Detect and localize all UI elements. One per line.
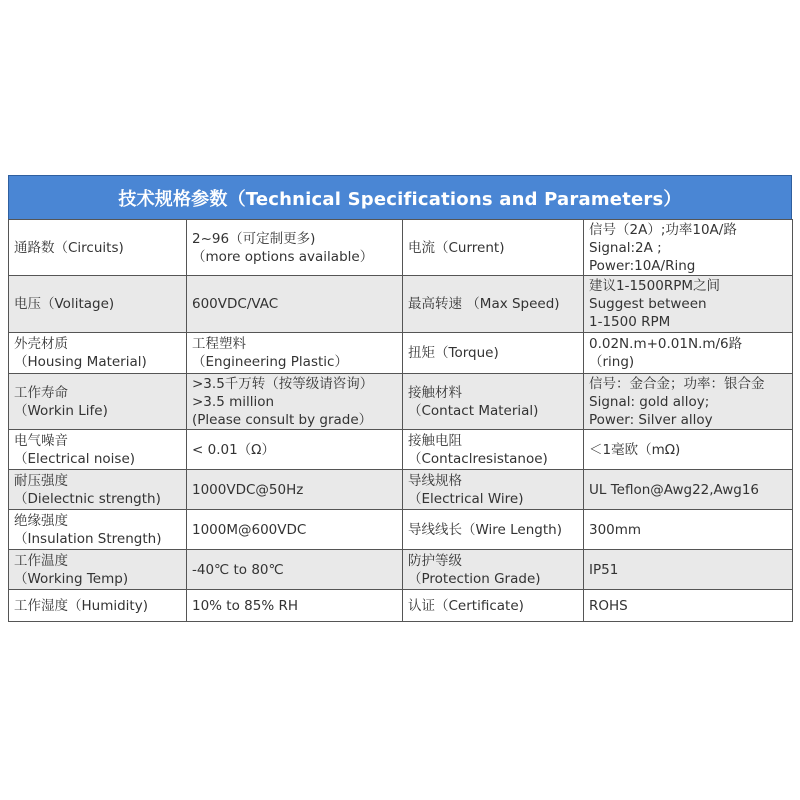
parameter-value-line: Signal: gold alloy; [589,393,710,410]
parameter-value-line: -40℃ to 80℃ [192,561,284,578]
parameter-name-cell [403,430,584,470]
parameter-value-cell [187,550,403,590]
parameter-value-line: ＜1毫欧（mΩ) [589,441,681,458]
table-row [9,220,793,276]
parameter-value-line: 信号（2A）;功率10A/路 [589,221,737,238]
parameter-value-line: (Please consult by grade） [192,411,373,428]
parameter-value-cell [187,470,403,510]
parameter-value-line: ROHS [589,597,628,614]
parameter-value-cell [584,374,793,430]
parameter-name-line: （Contact Material) [408,402,539,419]
parameter-value-cell [584,276,793,333]
parameter-name-cell [9,374,187,430]
parameter-name-line: （Electrical noise) [14,450,136,467]
parameter-value-line: >3.5 million [192,393,275,410]
parameter-name-cell [403,590,584,622]
parameter-name-line: 电压（Volitage) [14,296,115,312]
table-row [9,276,793,333]
parameter-value-line: 300mm [589,521,642,538]
parameter-name-line: （Contaclresistanoe) [408,450,548,467]
parameter-value-cell [187,333,403,374]
parameter-value-line: Power: Silver alloy [589,411,713,428]
parameter-value-line: （Engineering Plastic） [192,354,348,370]
parameter-name-cell [403,550,584,590]
parameter-value-line: >3.5千万转（按等级请咨询） [192,375,374,392]
spec-table-container [8,175,792,622]
parameter-name-line: 工作寿命 [14,384,68,401]
table-row [9,374,793,430]
parameter-name-cell [9,220,187,276]
parameter-value-line: 信号：金合金；功率：银合金 [589,375,765,392]
parameter-value-cell [584,590,793,622]
parameter-value-cell [187,430,403,470]
parameter-name-line: 防护等级 [408,552,462,569]
parameter-value-cell [584,333,793,374]
parameter-value-line: Power:10A/Ring [589,257,696,274]
parameter-name-line: （Housing Material) [14,354,147,370]
parameter-name-line: （Insulation Strength) [14,530,162,547]
parameter-name-line: （Protection Grade) [408,570,541,587]
parameter-name-cell [9,430,187,470]
parameter-value-cell [584,220,793,276]
table-row [9,430,793,470]
parameter-name-line: 扭矩（Torque) [408,345,499,361]
parameter-name-cell [403,333,584,374]
parameter-name-cell [403,220,584,276]
parameter-value-line: 0.02N.m+0.01N.m/6路 [589,336,743,352]
parameter-value-line: （more options available） [192,248,374,265]
parameter-value-line: 1000M@600VDC [192,521,307,538]
parameter-name-line: 耐压强度 [14,472,68,489]
parameter-name-line: 绝缘强度 [14,512,68,529]
table-row [9,333,793,374]
parameter-name-cell [9,590,187,622]
parameter-name-line: 导线线长（Wire Length) [408,521,562,538]
table-title: 技术规格参数（Technical Specifications and Parameters） [8,175,792,219]
parameter-name-line: 接触电阻 [408,432,462,449]
parameter-value-line: 1000VDC@50Hz [192,481,304,498]
parameter-name-line: 最高转速 （Max Speed) [408,296,560,312]
parameter-value-cell [187,590,403,622]
parameter-name-line: 导线规格 [408,472,462,489]
parameter-name-cell [9,550,187,590]
parameter-name-line: （Working Temp) [14,570,129,587]
parameter-name-cell [403,276,584,333]
parameter-name-line: 工作湿度（Humidity) [14,597,148,614]
table-row [9,590,793,622]
parameter-name-cell [403,470,584,510]
table-row [9,550,793,590]
parameter-name-line: 外壳材质 [14,336,68,352]
parameter-name-line: 接触材料 [408,384,462,401]
parameter-value-line: 2~96（可定制更多) [192,230,316,247]
parameter-value-line: IP51 [589,561,619,578]
parameter-value-cell [187,276,403,333]
table-row [9,470,793,510]
parameter-name-cell [403,374,584,430]
parameter-value-line: Signal:2A ; [589,239,662,256]
parameter-name-cell [9,276,187,333]
parameter-value-cell [187,220,403,276]
parameter-name-line: （Workin Life) [14,402,108,419]
spec-table [8,219,793,622]
parameter-name-line: （Electrical Wire) [408,490,524,507]
parameter-name-cell [403,510,584,550]
parameter-value-cell [584,510,793,550]
table-row [9,510,793,550]
parameter-name-line: （Dielectnic strength) [14,490,161,507]
parameter-name-cell [9,510,187,550]
parameter-name-cell [9,333,187,374]
parameter-value-line: 10% to 85% RH [192,597,298,614]
parameter-value-cell [584,470,793,510]
parameter-name-line: 电气噪音 [14,432,68,449]
parameter-name-line: 通路数（Circuits) [14,239,124,256]
parameter-value-line: 建议1-1500RPM之间 [589,278,720,294]
parameter-value-cell [584,550,793,590]
parameter-name-line: 电流（Current) [408,239,505,256]
parameter-value-line: Suggest between [589,296,707,312]
parameter-value-line: 工程塑料 [192,336,246,352]
parameter-value-line: < 0.01（Ω） [192,441,275,458]
parameter-value-cell [187,510,403,550]
parameter-value-cell [584,430,793,470]
parameter-value-line: UL Teflon@Awg22,Awg16 [589,481,760,498]
parameter-value-cell [187,374,403,430]
parameter-name-line: 工作温度 [14,552,68,569]
parameter-value-line: 1-1500 RPM [589,314,671,330]
parameter-value-line: 600VDC/VAC [192,296,279,312]
parameter-value-line: （ring) [589,354,635,370]
parameter-name-cell [9,470,187,510]
spec-table-body [9,220,793,622]
parameter-name-line: 认证（Certificate) [408,597,524,614]
